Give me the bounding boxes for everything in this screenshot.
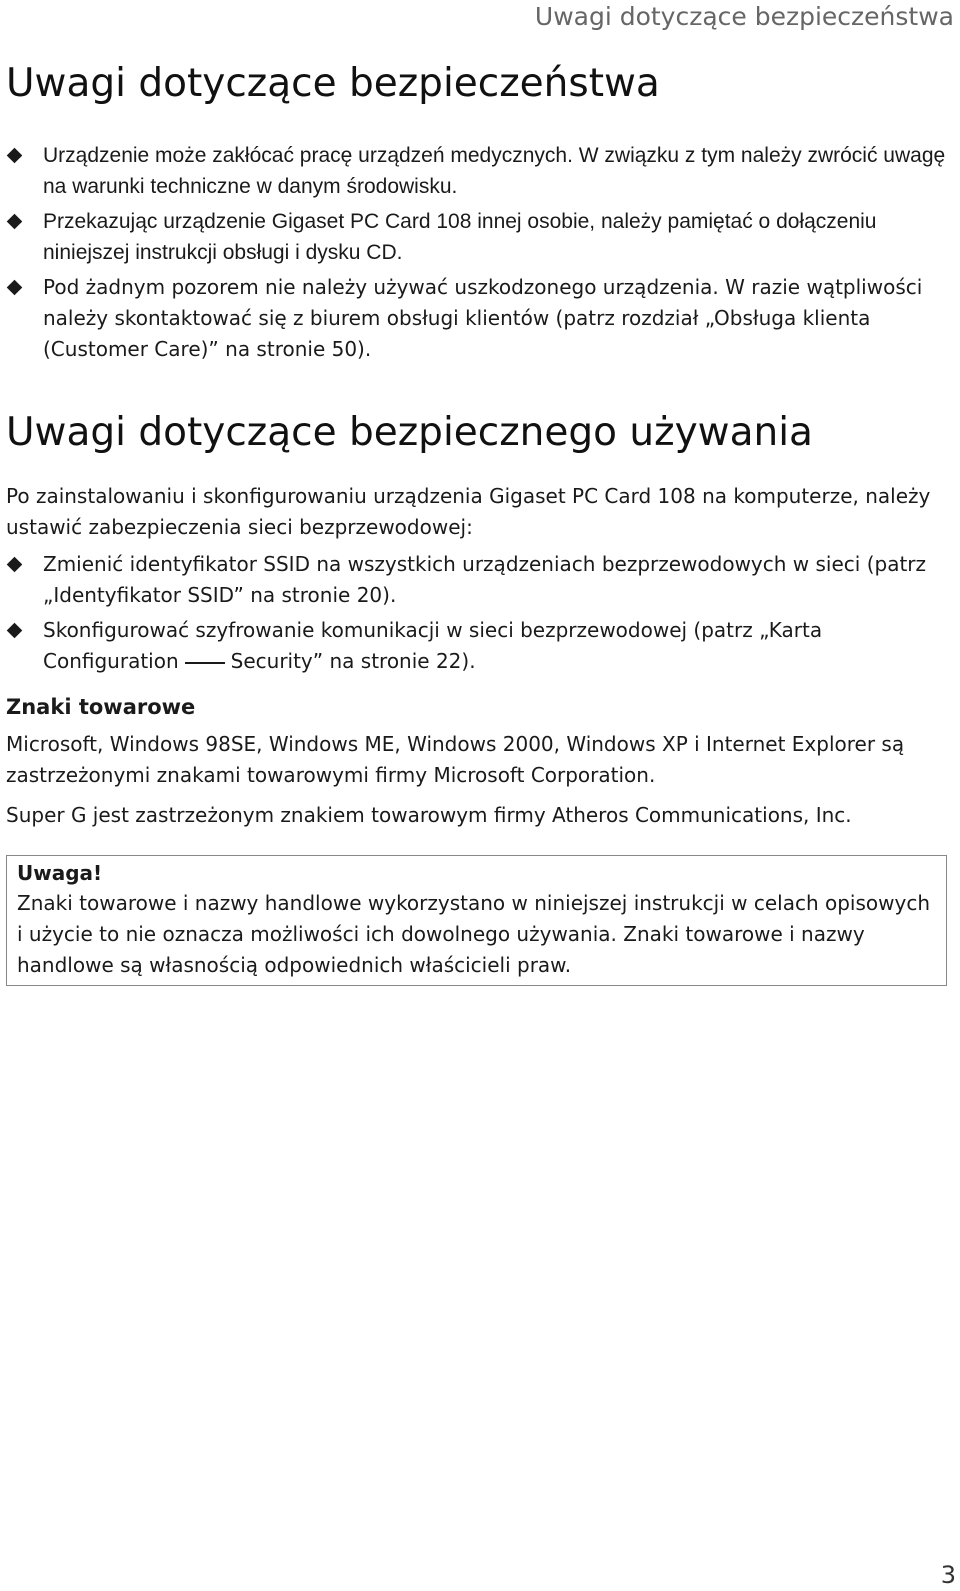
trademarks-paragraph: Super G jest zastrzeżonym znakiem towarowym firmy Atheros Communications, Inc. xyxy=(6,803,852,827)
trademarks-heading: Znaki towarowe xyxy=(6,695,196,719)
list-item-text: Urządzenie może zakłócać pracę urządzeń medycznych. W związku z tym należy zwrócić uwagę na warunki techniczne w danym środowisku. xyxy=(43,144,946,198)
diamond-bullet-icon xyxy=(7,148,23,164)
diamond-bullet-icon xyxy=(7,623,23,639)
running-header: Uwagi dotyczące bezpieczeństwa xyxy=(534,2,954,31)
list-item xyxy=(6,272,951,365)
list-item xyxy=(6,206,951,268)
note-text: Znaki towarowe i nazwy handlowe wykorzystano w niniejszej instrukcji w celach opisowych i użycie to nie oznacza możliwości ich dowolnego używania. Znaki towarowe i nazwy handlowe są własnością odpowiednich właścicieli praw. xyxy=(17,891,930,977)
note-box xyxy=(6,855,947,986)
note-title: Uwaga! xyxy=(17,861,103,885)
list-item-text-after: Security” na stronie 22). xyxy=(230,649,476,673)
section-title-secure-use: Uwagi dotyczące bezpiecznego używania xyxy=(6,410,813,455)
diamond-bullet-icon xyxy=(7,557,23,573)
secure-use-bullet-list xyxy=(6,549,951,681)
list-item-text: Zmienić identyfikator SSID na wszystkich urządzeniach bezprzewodowych w sieci (patrz „Identyfikator SSID” na stronie 20). xyxy=(43,552,927,607)
section-title-safety: Uwagi dotyczące bezpieczeństwa xyxy=(6,61,660,106)
list-item-text-before: Skonfigurować szyfrowanie komunikacji w sieci bezprzewodowej (patrz „Karta Configuration xyxy=(43,618,823,673)
list-item-text: Pod żadnym pozorem nie należy używać uszkodzonego urządzenia. W razie wątpliwości należy skontaktować się z biurem obsługi klientów (patrz rozdział „Obsługa klienta (Customer Care)” na stronie 50). xyxy=(43,275,923,361)
diamond-bullet-icon xyxy=(7,214,23,230)
list-item xyxy=(6,140,951,202)
list-item xyxy=(6,549,951,611)
page-number: 3 xyxy=(940,1561,956,1589)
safety-bullet-list xyxy=(6,140,951,369)
list-item-text: Przekazując urządzenie Gigaset PC Card 108 innej osobie, należy pamiętać o dołączeniu niniejszej instrukcji obsługi i dysku CD. xyxy=(43,210,877,264)
diamond-bullet-icon xyxy=(7,280,23,296)
secure-use-intro: Po zainstalowaniu i skonfigurowaniu urządzenia Gigaset PC Card 108 na komputerze, należy ustawić zabezpieczenia sieci bezprzewodowej: xyxy=(6,484,931,539)
list-item xyxy=(6,615,951,677)
em-dash-rule xyxy=(185,662,225,664)
trademarks-paragraph: Microsoft, Windows 98SE, Windows ME, Windows 2000, Windows XP i Internet Explorer są zastrzeżonymi znakami towarowymi firmy Microsoft Corporation. xyxy=(6,732,905,787)
